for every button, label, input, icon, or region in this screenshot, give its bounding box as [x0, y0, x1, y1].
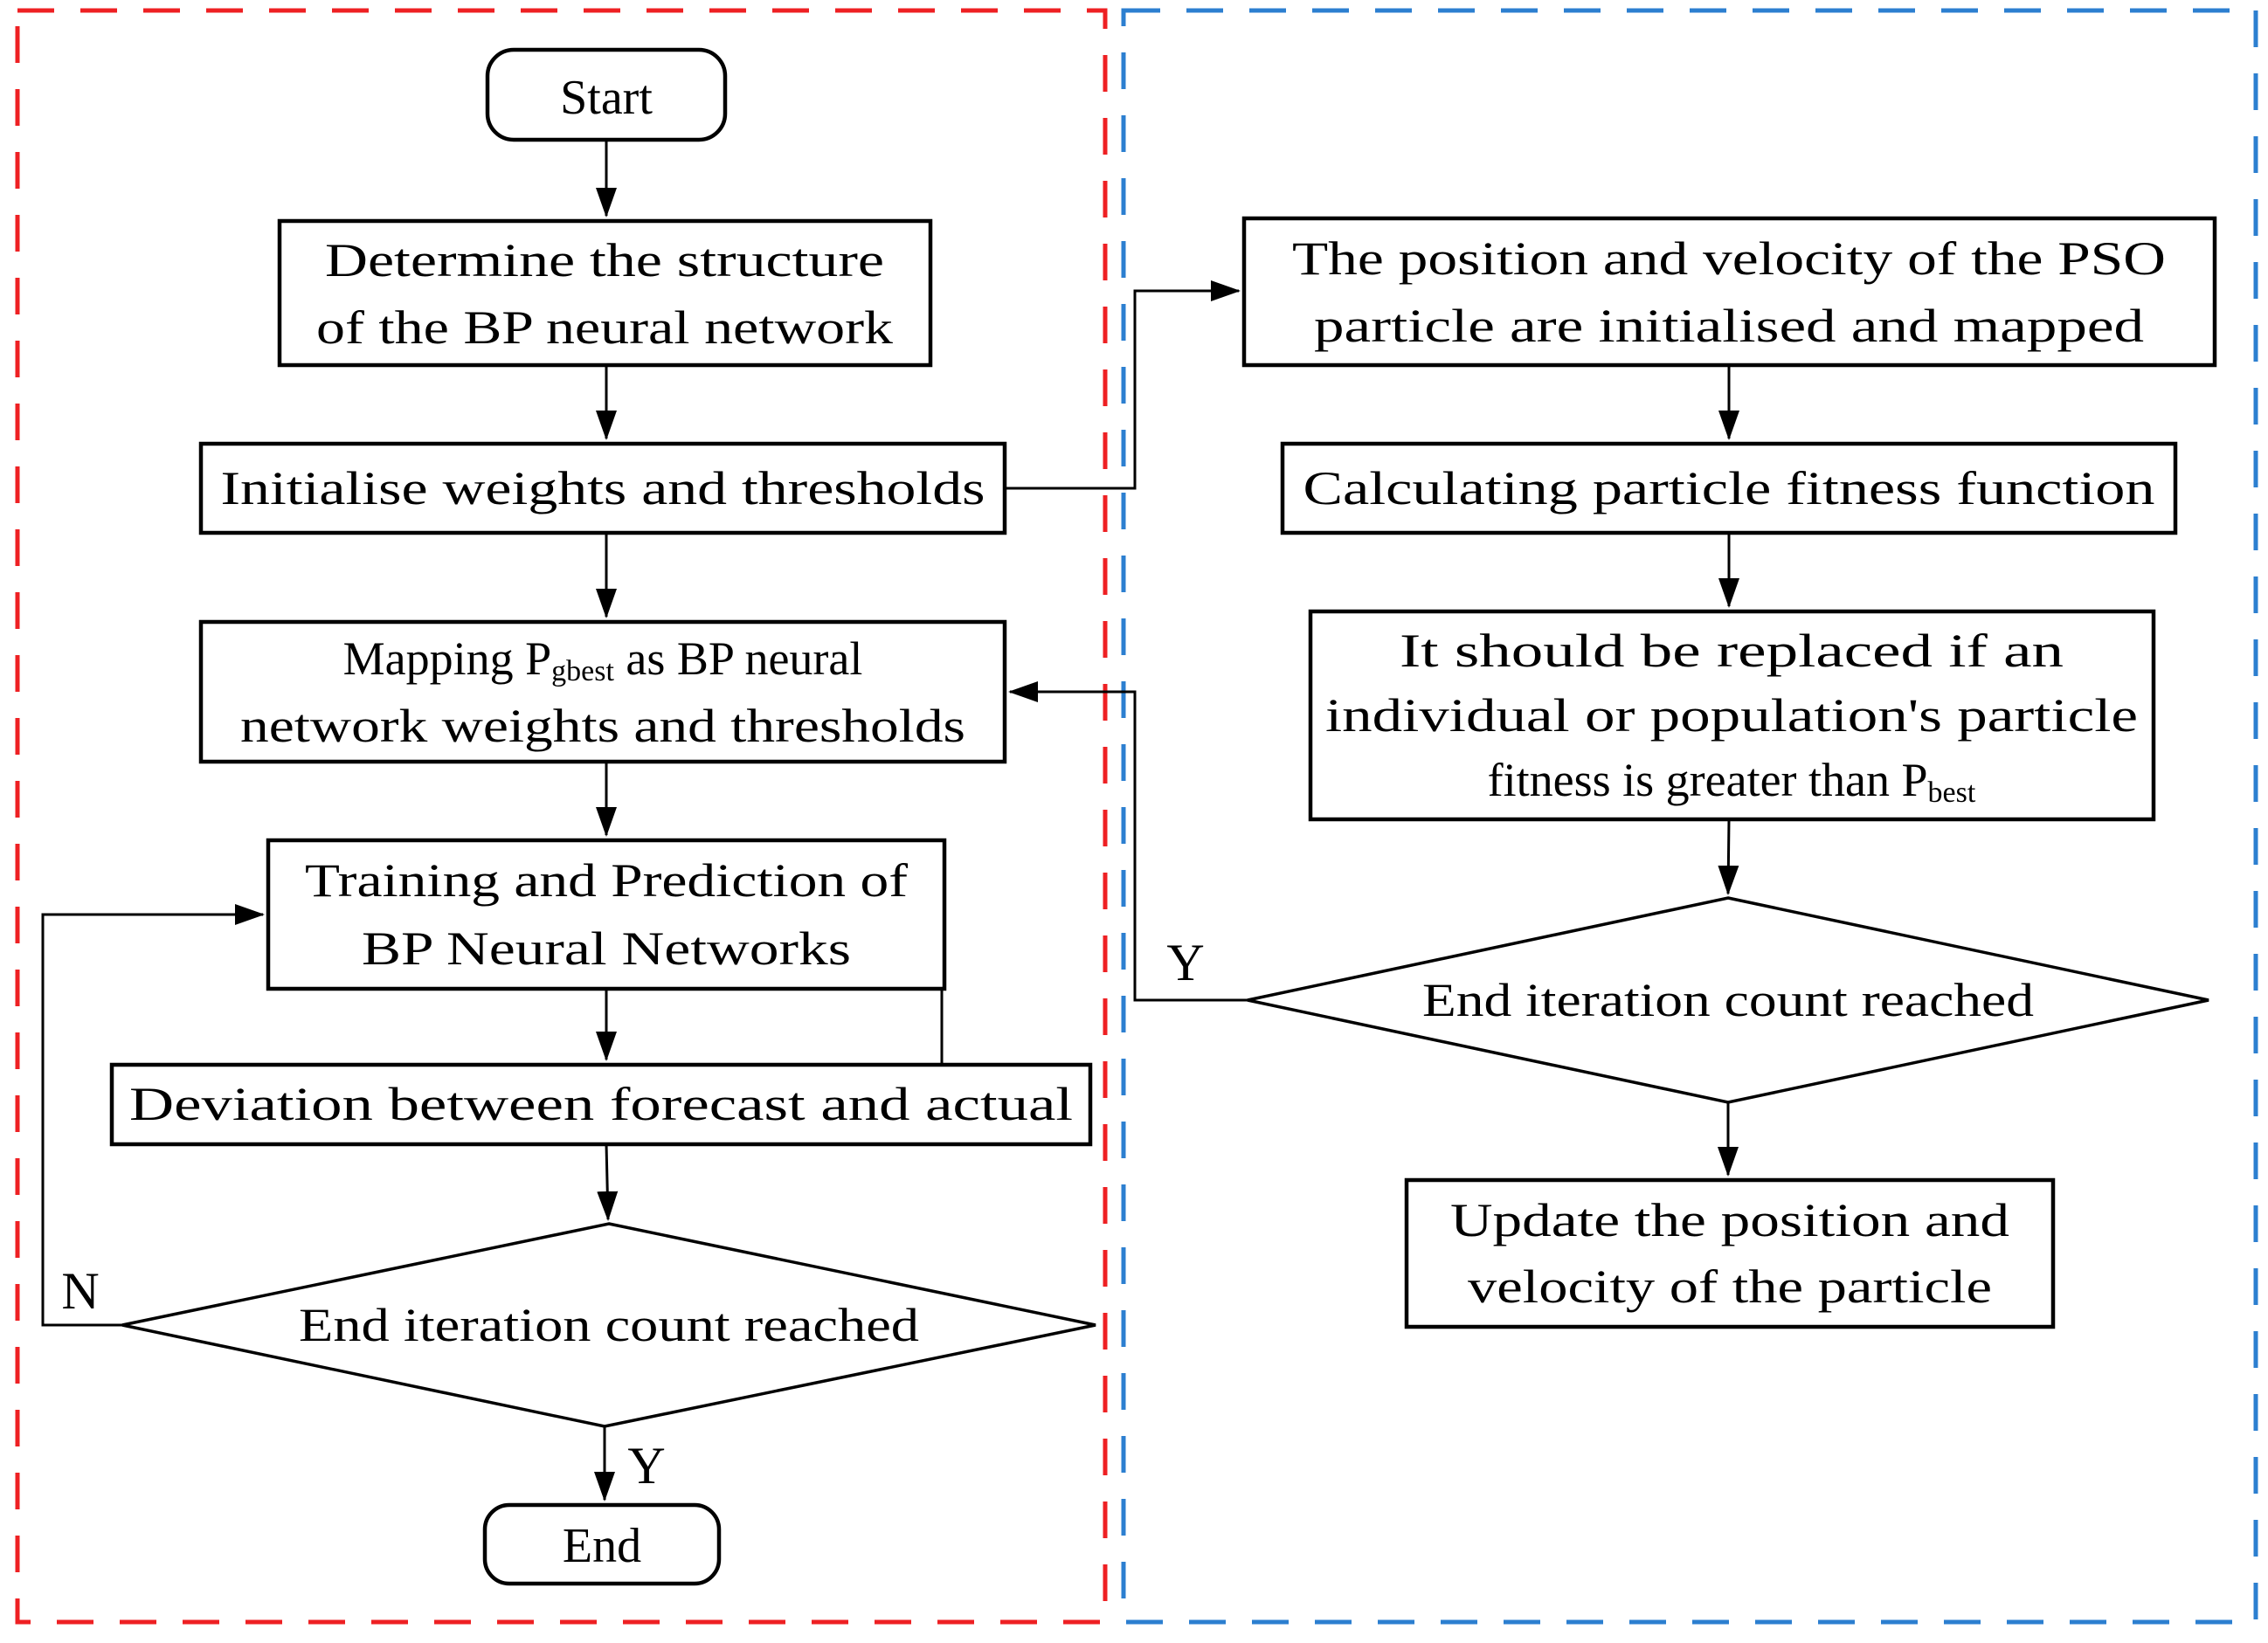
fitness-label: Calculating particle fitness function [1303, 462, 2155, 514]
start-node [487, 50, 725, 140]
arrow-yes-return-mapping [1010, 692, 1248, 1000]
initialise-weights-node [201, 444, 1005, 533]
label-n: N [61, 1262, 100, 1320]
pso-init-line1: The position and velocity of the PSO [1292, 232, 2166, 285]
pso-decision-diamond [1248, 898, 2209, 1102]
mapping-line1: Mapping $P_{gbest}$ as BP neural [342, 632, 863, 687]
label-y-right: Y [1166, 934, 1205, 991]
update-particle-node [1407, 1180, 2053, 1327]
training-line1: Training and Prediction of [305, 854, 909, 907]
update-line2: velocity of the particle [1468, 1260, 1992, 1313]
mapping-line2: network weights and thresholds [240, 700, 965, 752]
replace-line1: It should be replaced if an [1400, 625, 2064, 677]
initialise-label: Initialise weights and thresholds [220, 462, 985, 514]
bp-decision-diamond [122, 1224, 1096, 1426]
replace-line3: fitness is greater than $P_{best}$ [1487, 754, 1976, 809]
end-node [485, 1505, 719, 1584]
replace-pbest-node [1310, 611, 2154, 819]
label-y-left: Y [627, 1437, 666, 1495]
mapping-pgbest-node [201, 622, 1005, 762]
determine-line2: of the BP neural network [316, 301, 893, 354]
arrow-replace-decision [1728, 819, 1729, 894]
training-prediction-node [268, 840, 944, 989]
fitness-node [1283, 444, 2175, 533]
end-label: End [562, 1519, 642, 1573]
bp-decision-label: End iteration count reached [299, 1299, 919, 1351]
deviation-node [112, 1065, 1090, 1144]
arrow-deviation-decision [606, 1144, 608, 1219]
pso-init-node [1244, 218, 2215, 365]
determine-line1: Determine the structure [325, 234, 884, 286]
deviation-label: Deviation between forecast and actual [129, 1078, 1073, 1130]
determine-structure-node [280, 221, 930, 365]
update-line1: Update the position and [1450, 1194, 2009, 1246]
replace-line2: individual or population's particle [1325, 689, 2138, 742]
pso-init-line2: particle are initialised and mapped [1314, 300, 2144, 352]
training-line2: BP Neural Networks [362, 922, 851, 975]
pso-decision-label: End iteration count reached [1422, 974, 2034, 1026]
start-label: Start [560, 71, 653, 125]
